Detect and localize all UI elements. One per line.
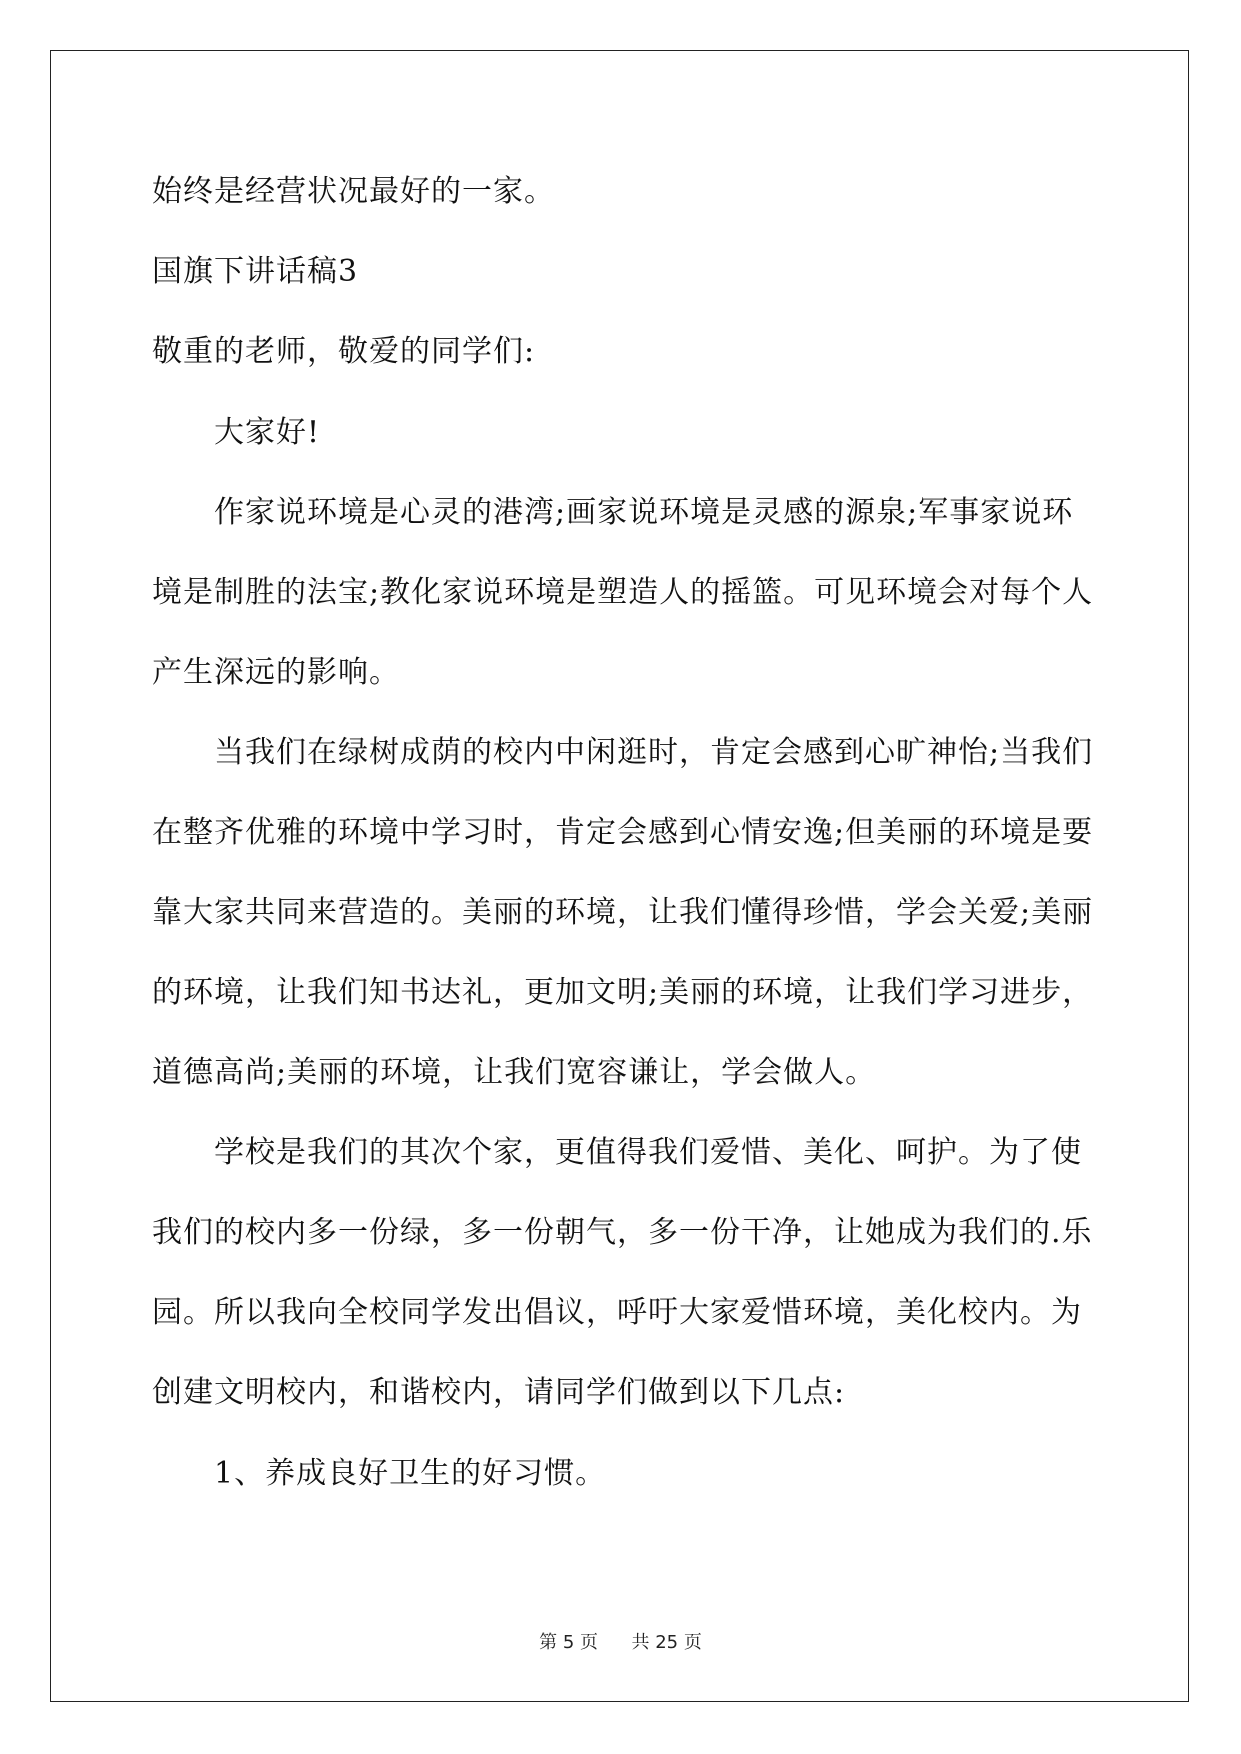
section-heading: 国旗下讲话稿3 bbox=[152, 254, 359, 289]
page-footer bbox=[0, 1631, 1241, 1655]
text-line: 我们的校内多一份绿，多一份朝气，多一份干净，让她成为我们的.乐 bbox=[152, 1215, 1093, 1250]
text-line: 始终是经营状况最好的一家。 bbox=[152, 174, 555, 209]
text-line: 的环境，让我们知书达礼，更加文明;美丽的环境，让我们学习进步， bbox=[152, 975, 1094, 1010]
salutation: 敬重的老师，敬爱的同学们: bbox=[152, 334, 536, 369]
text-line: 境是制胜的法宝;教化家说环境是塑造人的摇篮。可见环境会对每个人 bbox=[152, 575, 1094, 610]
text-line: 园。所以我向全校同学发出倡议，呼吁大家爱惜环境，美化校内。为 bbox=[152, 1295, 1082, 1330]
text-line: 作家说环境是心灵的港湾;画家说环境是灵感的源泉;军事家说环 bbox=[214, 495, 1074, 530]
current-page-number: 5 bbox=[562, 1632, 575, 1653]
page-prefix: 第 bbox=[539, 1632, 558, 1653]
text-line: 道德高尚;美丽的环境，让我们宽容谦让，学会做人。 bbox=[152, 1055, 877, 1090]
text-line: 产生深远的影响。 bbox=[152, 655, 400, 690]
text-line: 创建文明校内，和谐校内，请同学们做到以下几点: bbox=[152, 1375, 846, 1410]
total-suffix: 页 bbox=[683, 1632, 702, 1653]
text-line: 在整齐优雅的环境中学习时，肯定会感到心情安逸;但美丽的环境是要 bbox=[152, 815, 1094, 850]
total-prefix: 共 bbox=[631, 1632, 650, 1653]
list-item: 1、养成良好卫生的好习惯。 bbox=[214, 1456, 607, 1491]
text-line: 靠大家共同来营造的。美丽的环境，让我们懂得珍惜，学会关爱;美丽 bbox=[152, 895, 1094, 930]
text-line: 当我们在绿树成荫的校内中闲逛时，肯定会感到心旷神怡;当我们 bbox=[214, 735, 1094, 770]
text-line: 学校是我们的其次个家，更值得我们爱惜、美化、呵护。为了使 bbox=[214, 1135, 1082, 1170]
page-suffix: 页 bbox=[580, 1632, 599, 1653]
greeting: 大家好! bbox=[214, 415, 321, 450]
total-pages-number: 25 bbox=[655, 1632, 679, 1653]
